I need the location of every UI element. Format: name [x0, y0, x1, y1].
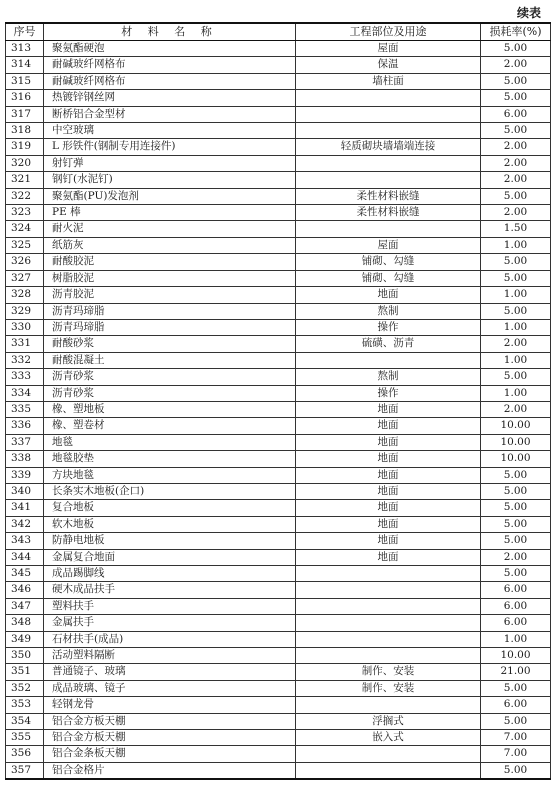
cell-name: 轻钢龙骨: [44, 697, 296, 713]
cell-no: 331: [6, 336, 44, 352]
cell-use: 保温: [296, 57, 481, 73]
cell-no: 324: [6, 221, 44, 237]
cell-use: 地面: [296, 483, 481, 499]
cell-no: 340: [6, 483, 44, 499]
cell-rate: 6.00: [481, 106, 551, 122]
table-row: [6, 582, 551, 598]
cell-name: 铝合金方板天棚: [44, 730, 296, 746]
cell-name: 橡、塑地板: [44, 401, 296, 417]
cell-name: 聚氨酯硬泡: [44, 41, 296, 57]
cell-rate: 6.00: [481, 598, 551, 614]
table-row: [6, 730, 551, 746]
cell-rate: 5.00: [481, 566, 551, 582]
cell-name: 聚氨酯(PU)发泡剂: [44, 188, 296, 204]
cell-name: 复合地板: [44, 500, 296, 516]
table-row: [6, 713, 551, 729]
cell-use: [296, 648, 481, 664]
table-row: [6, 139, 551, 155]
cell-rate: 7.00: [481, 746, 551, 762]
cell-rate: 5.00: [481, 254, 551, 270]
cell-name: 防静电地板: [44, 533, 296, 549]
cell-use: 柔性材料嵌缝: [296, 188, 481, 204]
cell-rate: 5.00: [481, 533, 551, 549]
table-row: [6, 648, 551, 664]
table-row: [6, 369, 551, 385]
table-row: [6, 451, 551, 467]
cell-no: 330: [6, 319, 44, 335]
table-row: [6, 467, 551, 483]
cell-name: 软木地板: [44, 516, 296, 532]
cell-no: 341: [6, 500, 44, 516]
table-row: [6, 615, 551, 631]
cell-name: 铝合金条板天棚: [44, 746, 296, 762]
cell-name: 硬木成品扶手: [44, 582, 296, 598]
cell-no: 335: [6, 401, 44, 417]
cell-no: 334: [6, 385, 44, 401]
cell-no: 357: [6, 762, 44, 779]
cell-name: 沥青砂浆: [44, 369, 296, 385]
cell-use: 制作、安装: [296, 664, 481, 680]
cell-use: 地面: [296, 287, 481, 303]
cell-name: 橡、塑卷材: [44, 418, 296, 434]
cell-use: 操作: [296, 385, 481, 401]
cell-rate: 10.00: [481, 418, 551, 434]
cell-name: 纸筋灰: [44, 237, 296, 253]
table-row: [6, 762, 551, 779]
table-row: [6, 418, 551, 434]
cell-no: 336: [6, 418, 44, 434]
table-row: [6, 221, 551, 237]
cell-name: 热镀锌钢丝网: [44, 90, 296, 106]
cell-rate: 1.50: [481, 221, 551, 237]
table-row: [6, 697, 551, 713]
cell-name: 成品踢脚线: [44, 566, 296, 582]
continued-label: 续表: [516, 6, 541, 20]
cell-no: 344: [6, 549, 44, 565]
table-row: [6, 287, 551, 303]
cell-use: 地面: [296, 418, 481, 434]
cell-no: 356: [6, 746, 44, 762]
cell-use: [296, 123, 481, 139]
cell-no: 328: [6, 287, 44, 303]
cell-use: 屋面: [296, 237, 481, 253]
table-row: [6, 401, 551, 417]
cell-no: 316: [6, 90, 44, 106]
table-row: [6, 188, 551, 204]
cell-no: 345: [6, 566, 44, 582]
cell-use: 柔性材料嵌缝: [296, 205, 481, 221]
cell-rate: 5.00: [481, 73, 551, 89]
cell-no: 325: [6, 237, 44, 253]
cell-rate: 1.00: [481, 385, 551, 401]
cell-rate: 1.00: [481, 631, 551, 647]
header-no: 序号: [6, 23, 44, 41]
cell-no: 355: [6, 730, 44, 746]
cell-use: [296, 746, 481, 762]
table-row: [6, 319, 551, 335]
cell-use: 铺砌、勾缝: [296, 254, 481, 270]
cell-use: 制作、安装: [296, 680, 481, 696]
cell-rate: 2.00: [481, 57, 551, 73]
cell-rate: 2.00: [481, 155, 551, 171]
cell-name: 沥青玛𤧛脂: [44, 303, 296, 319]
cell-name: 沥青砂浆: [44, 385, 296, 401]
cell-name: 耐酸混凝土: [44, 352, 296, 368]
table-row: [6, 205, 551, 221]
table-row: [6, 434, 551, 450]
cell-rate: 5.00: [481, 762, 551, 779]
cell-name: 方块地毯: [44, 467, 296, 483]
cell-no: 323: [6, 205, 44, 221]
cell-rate: 5.00: [481, 369, 551, 385]
table-row: [6, 155, 551, 171]
cell-name: 耐碱玻纤网格布: [44, 73, 296, 89]
cell-no: 353: [6, 697, 44, 713]
cell-use: [296, 582, 481, 598]
cell-use: [296, 221, 481, 237]
cell-rate: 2.00: [481, 139, 551, 155]
cell-use: 铺砌、勾缝: [296, 270, 481, 286]
header-rate: 损耗率(%): [481, 23, 551, 41]
cell-no: 318: [6, 123, 44, 139]
cell-use: 地面: [296, 401, 481, 417]
cell-name: 金属扶手: [44, 615, 296, 631]
cell-use: 地面: [296, 467, 481, 483]
cell-name: 石材扶手(成品): [44, 631, 296, 647]
cell-name: 成品玻璃、镜子: [44, 680, 296, 696]
cell-use: 嵌入式: [296, 730, 481, 746]
cell-name: 耐酸胶泥: [44, 254, 296, 270]
cell-rate: 5.00: [481, 303, 551, 319]
cell-no: 327: [6, 270, 44, 286]
cell-use: [296, 172, 481, 188]
table-row: [6, 336, 551, 352]
cell-name: 活动塑料隔断: [44, 648, 296, 664]
table-header-row: [6, 23, 551, 41]
table-row: [6, 57, 551, 73]
cell-rate: 5.00: [481, 90, 551, 106]
table-row: [6, 500, 551, 516]
cell-use: 屋面: [296, 41, 481, 57]
table-row: [6, 106, 551, 122]
cell-use: [296, 598, 481, 614]
cell-no: 348: [6, 615, 44, 631]
cell-use: 地面: [296, 434, 481, 450]
cell-use: 浮搁式: [296, 713, 481, 729]
cell-name: 耐火泥: [44, 221, 296, 237]
cell-no: 315: [6, 73, 44, 89]
cell-use: 地面: [296, 451, 481, 467]
cell-rate: 10.00: [481, 434, 551, 450]
cell-use: [296, 566, 481, 582]
cell-no: 352: [6, 680, 44, 696]
cell-name: 地毯胶垫: [44, 451, 296, 467]
cell-no: 329: [6, 303, 44, 319]
cell-name: 耐酸砂浆: [44, 336, 296, 352]
cell-rate: 5.00: [481, 483, 551, 499]
table-row: [6, 483, 551, 499]
cell-use: [296, 90, 481, 106]
cell-no: 313: [6, 41, 44, 57]
cell-name: 树脂胶泥: [44, 270, 296, 286]
cell-no: 317: [6, 106, 44, 122]
cell-use: 地面: [296, 533, 481, 549]
cell-name: 铝合金方板天棚: [44, 713, 296, 729]
table-row: [6, 566, 551, 582]
cell-rate: 5.00: [481, 123, 551, 139]
cell-use: 地面: [296, 500, 481, 516]
cell-rate: 5.00: [481, 680, 551, 696]
cell-use: 操作: [296, 319, 481, 335]
cell-rate: 6.00: [481, 615, 551, 631]
cell-rate: 5.00: [481, 713, 551, 729]
cell-no: 319: [6, 139, 44, 155]
cell-use: [296, 615, 481, 631]
cell-rate: 2.00: [481, 549, 551, 565]
cell-rate: 1.00: [481, 287, 551, 303]
cell-name: 中空玻璃: [44, 123, 296, 139]
cell-rate: 21.00: [481, 664, 551, 680]
cell-no: 320: [6, 155, 44, 171]
cell-no: 338: [6, 451, 44, 467]
cell-name: L 形铁件(钢制专用连接件): [44, 139, 296, 155]
cell-name: 长条实木地板(企口): [44, 483, 296, 499]
cell-rate: 6.00: [481, 697, 551, 713]
cell-no: 321: [6, 172, 44, 188]
table-row: [6, 549, 551, 565]
table-row: [6, 664, 551, 680]
cell-no: 342: [6, 516, 44, 532]
cell-rate: 10.00: [481, 648, 551, 664]
cell-rate: 1.00: [481, 237, 551, 253]
cell-name: PE 棒: [44, 205, 296, 221]
table-row: [6, 598, 551, 614]
cell-use: [296, 762, 481, 779]
table-row: [6, 270, 551, 286]
table-row: [6, 631, 551, 647]
cell-no: 326: [6, 254, 44, 270]
cell-name: 钢钉(水泥钉): [44, 172, 296, 188]
cell-use: 硫磺、沥青: [296, 336, 481, 352]
cell-name: 金属复合地面: [44, 549, 296, 565]
cell-no: 322: [6, 188, 44, 204]
cell-no: 346: [6, 582, 44, 598]
cell-use: [296, 106, 481, 122]
cell-rate: 2.00: [481, 205, 551, 221]
cell-name: 铝合金格片: [44, 762, 296, 779]
cell-rate: 5.00: [481, 500, 551, 516]
table-row: [6, 680, 551, 696]
cell-no: 351: [6, 664, 44, 680]
cell-rate: 7.00: [481, 730, 551, 746]
cell-no: 332: [6, 352, 44, 368]
cell-rate: 1.00: [481, 352, 551, 368]
cell-rate: 1.00: [481, 319, 551, 335]
cell-rate: 2.00: [481, 401, 551, 417]
cell-no: 337: [6, 434, 44, 450]
cell-no: 347: [6, 598, 44, 614]
cell-use: 地面: [296, 549, 481, 565]
cell-use: [296, 697, 481, 713]
cell-rate: 2.00: [481, 336, 551, 352]
table-row: [6, 237, 551, 253]
cell-use: 熬制: [296, 303, 481, 319]
table-row: [6, 533, 551, 549]
table-row: [6, 352, 551, 368]
cell-use: [296, 155, 481, 171]
cell-no: 333: [6, 369, 44, 385]
cell-use: [296, 631, 481, 647]
cell-name: 沥青玛𤧛脂: [44, 319, 296, 335]
cell-rate: 5.00: [481, 270, 551, 286]
cell-name: 断桥铝合金型材: [44, 106, 296, 122]
table-row: [6, 254, 551, 270]
cell-name: 沥青胶泥: [44, 287, 296, 303]
table-row: [6, 746, 551, 762]
cell-use: 轻质砌块墙墙端连接: [296, 139, 481, 155]
cell-name: 耐碱玻纤网格布: [44, 57, 296, 73]
table-row: [6, 41, 551, 57]
table-body: [6, 41, 551, 780]
cell-no: 339: [6, 467, 44, 483]
cell-no: 354: [6, 713, 44, 729]
table-row: [6, 73, 551, 89]
loss-rate-table: [5, 22, 551, 780]
cell-rate: 2.00: [481, 172, 551, 188]
table-row: [6, 90, 551, 106]
cell-rate: 10.00: [481, 451, 551, 467]
table-row: [6, 123, 551, 139]
cell-use: 熬制: [296, 369, 481, 385]
cell-no: 349: [6, 631, 44, 647]
table-row: [6, 303, 551, 319]
cell-rate: 5.00: [481, 516, 551, 532]
cell-no: 350: [6, 648, 44, 664]
cell-name: 射钉弹: [44, 155, 296, 171]
cell-rate: 5.00: [481, 41, 551, 57]
cell-name: 地毯: [44, 434, 296, 450]
cell-rate: 5.00: [481, 467, 551, 483]
cell-rate: 6.00: [481, 582, 551, 598]
table-row: [6, 516, 551, 532]
cell-no: 314: [6, 57, 44, 73]
header-name: 材 料 名 称: [44, 23, 296, 41]
cell-use: 墙柱面: [296, 73, 481, 89]
cell-rate: 5.00: [481, 188, 551, 204]
cell-name: 塑料扶手: [44, 598, 296, 614]
cell-name: 普通镜子、玻璃: [44, 664, 296, 680]
table-row: [6, 172, 551, 188]
table-row: [6, 385, 551, 401]
cell-no: 343: [6, 533, 44, 549]
cell-use: 地面: [296, 516, 481, 532]
cell-use: [296, 352, 481, 368]
header-use: 工程部位及用途: [296, 23, 481, 41]
